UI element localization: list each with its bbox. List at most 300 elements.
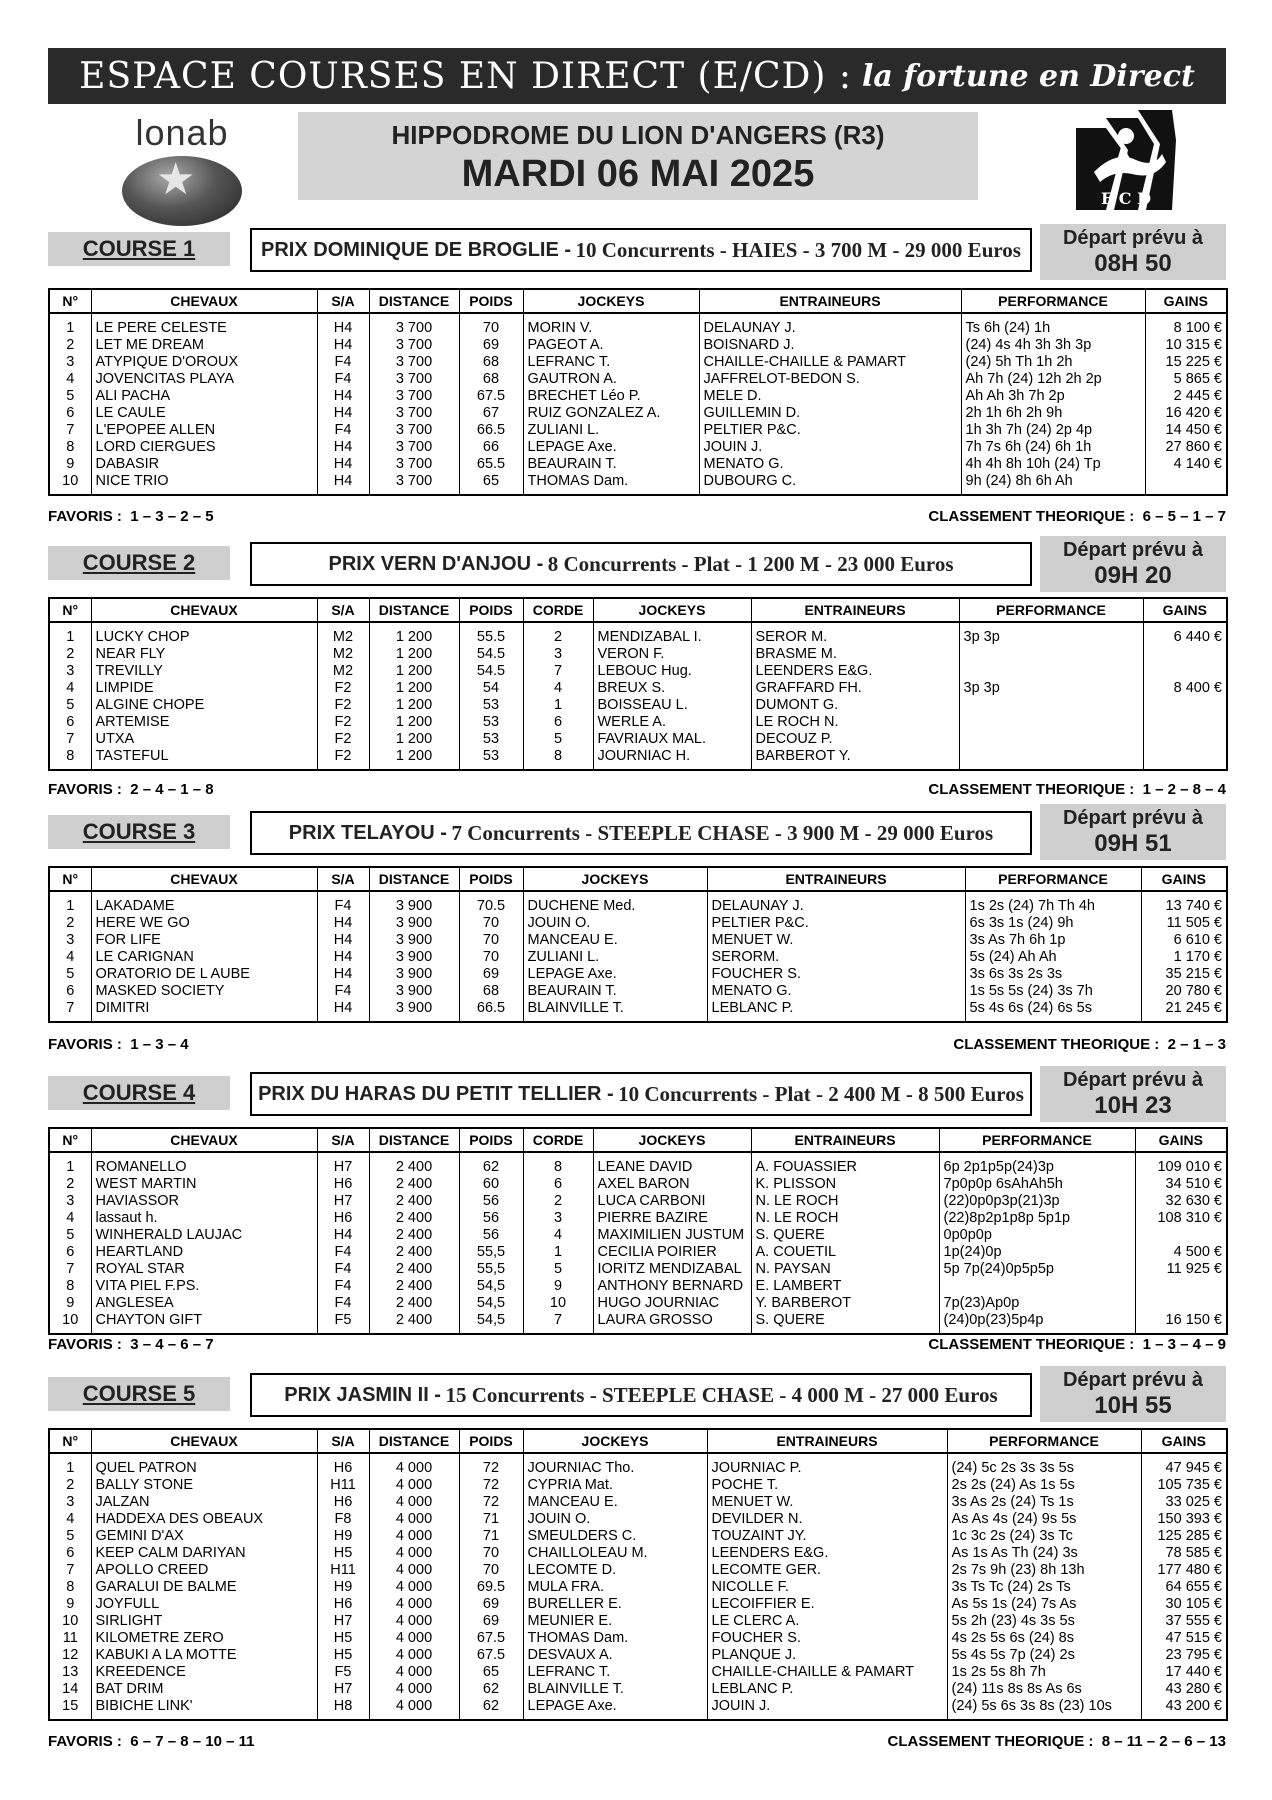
table-row [49,1312,1227,1334]
distance: 1 200 [369,714,459,731]
earnings [1143,663,1227,680]
table-row [49,966,1227,983]
col-header: ENTRAINEURS [751,598,959,622]
col-header: N° [49,867,91,891]
header-banner [48,48,1226,104]
sex-age: M2 [317,646,369,663]
table-row [49,1477,1227,1494]
draw: 4 [523,680,593,697]
runner-number: 8 [49,1579,91,1596]
horse-name: KILOMETRE ZERO [91,1630,317,1647]
table-header-row [49,1429,1227,1453]
course-2-prix [250,542,1032,586]
jockey: MORIN V. [523,313,699,337]
jockey: VERON F. [593,646,751,663]
runner-number: 7 [49,731,91,748]
jockey: THOMAS Dam. [523,1630,707,1647]
runner-number: 6 [49,1244,91,1261]
distance: 1 200 [369,663,459,680]
col-header: GAINS [1141,867,1227,891]
performance [959,697,1143,714]
weight: 56 [459,1210,523,1227]
trainer: FOUCHER S. [707,966,965,983]
jockey: LUCA CARBONI [593,1193,751,1210]
runner-number: 4 [49,680,91,697]
distance: 3 700 [369,337,459,354]
draw: 1 [523,697,593,714]
distance: 2 400 [369,1295,459,1312]
jockey: BEAURAIN T. [523,456,699,473]
table-row [49,1528,1227,1545]
weight: 56 [459,1193,523,1210]
col-header: POIDS [459,289,523,313]
runner-number: 3 [49,663,91,680]
jockey: PAGEOT A. [523,337,699,354]
sex-age: H4 [317,456,369,473]
jockey: JOURNIAC H. [593,748,751,770]
prix-details: 10 Concurrents - HAIES - 3 700 M - 29 000 Euros [575,237,1021,262]
horse-name: GEMINI D'AX [91,1528,317,1545]
table-row [49,663,1227,680]
runner-number: 3 [49,932,91,949]
classement-value: 6 – 5 – 1 – 7 [1142,508,1226,525]
runner-number: 5 [49,1227,91,1244]
table-row [49,1152,1227,1176]
trainer: N. PAYSAN [751,1261,939,1278]
favoris-label: FAVORIS : [48,1733,122,1750]
earnings: 8 100 € [1145,313,1227,337]
trainer: DELAUNAY J. [707,891,965,915]
trainer: DUBOURG C. [699,473,961,495]
weight: 55.5 [459,622,523,646]
prix-details: 8 Concurrents - Plat - 1 200 M - 23 000 Euros [547,551,954,576]
earnings: 4 140 € [1145,456,1227,473]
earnings: 11 505 € [1141,915,1227,932]
jockey: GAUTRON A. [523,371,699,388]
distance: 3 700 [369,473,459,495]
jockey: LEANE DAVID [593,1152,751,1176]
runner-number: 15 [49,1698,91,1720]
horse-name: MASKED SOCIETY [91,983,317,1000]
trainer: PLANQUE J. [707,1647,947,1664]
table-row [49,1613,1227,1630]
distance: 3 700 [369,354,459,371]
col-header: ENTRAINEURS [751,1128,939,1152]
col-header: DISTANCE [369,598,459,622]
runner-number: 10 [49,473,91,495]
table-row [49,1698,1227,1720]
performance: 1p(24)0p [939,1244,1135,1261]
earnings [1143,646,1227,663]
horse-name: ANGLESEA [91,1295,317,1312]
table-row [49,388,1227,405]
distance: 3 900 [369,1000,459,1022]
course-4-favoris [48,1336,214,1353]
jockey: CECILIA POIRIER [593,1244,751,1261]
banner-title: ESPACE COURSES EN DIRECT (E/CD) : [79,55,853,97]
earnings: 17 440 € [1141,1664,1227,1681]
weight: 66.5 [459,422,523,439]
sex-age: F2 [317,748,369,770]
horse-name: KEEP CALM DARIYAN [91,1545,317,1562]
performance: Ts 6h (24) 1h [961,313,1145,337]
col-header: PERFORMANCE [959,598,1143,622]
performance: 4s 2s 5s 6s (24) 8s [947,1630,1141,1647]
distance: 2 400 [369,1261,459,1278]
runner-number: 7 [49,1562,91,1579]
weight: 67.5 [459,1630,523,1647]
course-1-depart [1040,224,1226,280]
trainer: JOUIN J. [707,1698,947,1720]
depart-label: Départ prévu à [1062,1069,1204,1091]
trainer: CHAILLE-CHAILLE & PAMART [699,354,961,371]
jockey: PIERRE BAZIRE [593,1210,751,1227]
sex-age: M2 [317,663,369,680]
horse-name: LET ME DREAM [91,337,317,354]
distance: 4 000 [369,1698,459,1720]
table-row [49,748,1227,770]
sex-age: H8 [317,1698,369,1720]
distance: 1 200 [369,680,459,697]
course-1-classement [928,508,1226,525]
sex-age: H4 [317,388,369,405]
trainer: DELAUNAY J. [699,313,961,337]
runner-number: 3 [49,354,91,371]
performance: 3s Ts Tc (24) 2s Ts [947,1579,1141,1596]
trainer: FOUCHER S. [707,1630,947,1647]
earnings: 105 735 € [1141,1477,1227,1494]
earnings: 8 400 € [1143,680,1227,697]
horse-name: lassaut h. [91,1210,317,1227]
course-1-prix [250,228,1032,272]
performance [959,748,1143,770]
course-2-table [48,597,1228,771]
weight: 54,5 [459,1312,523,1334]
performance: (22)8p2p1p8p 5p1p [939,1210,1135,1227]
sex-age: H7 [317,1193,369,1210]
col-header: CHEVAUX [91,867,317,891]
course-5-prix [250,1373,1032,1417]
classement-label: CLASSEMENT THEORIQUE : [928,781,1135,798]
col-header: DISTANCE [369,289,459,313]
table-row [49,1545,1227,1562]
distance: 2 400 [369,1193,459,1210]
col-header: POIDS [459,867,523,891]
runner-number: 14 [49,1681,91,1698]
runner-number: 7 [49,1261,91,1278]
earnings: 2 445 € [1145,388,1227,405]
classement-value: 8 – 11 – 2 – 6 – 13 [1101,1733,1226,1750]
favoris-label: FAVORIS : [48,1336,122,1353]
course-3-label: COURSE 3 [48,815,230,849]
earnings: 78 585 € [1141,1545,1227,1562]
distance: 3 900 [369,983,459,1000]
table-row [49,1562,1227,1579]
weight: 69.5 [459,1579,523,1596]
course-4-depart [1040,1066,1226,1122]
sex-age: F4 [317,1244,369,1261]
runner-number: 2 [49,1477,91,1494]
trainer: LEENDERS E&G. [751,663,959,680]
weight: 72 [459,1453,523,1477]
table-row [49,405,1227,422]
table-row [49,1227,1227,1244]
earnings: 177 480 € [1141,1562,1227,1579]
sex-age: H4 [317,1227,369,1244]
horse-name: GARALUI DE BALME [91,1579,317,1596]
earnings: 6 610 € [1141,932,1227,949]
trainer: LE CLERC A. [707,1613,947,1630]
trainer: JOURNIAC P. [707,1453,947,1477]
jockey: MANCEAU E. [523,932,707,949]
horse-name: HEARTLAND [91,1244,317,1261]
col-header: CHEVAUX [91,1128,317,1152]
sex-age: H5 [317,1630,369,1647]
draw: 3 [523,1210,593,1227]
trainer: N. LE ROCH [751,1193,939,1210]
favoris-value: 1 – 3 – 2 – 5 [130,508,214,525]
performance: As As 4s (24) 9s 5s [947,1511,1141,1528]
table-row [49,1000,1227,1022]
classement-value: 2 – 1 – 3 [1167,1036,1226,1053]
runner-number: 9 [49,456,91,473]
performance: (22)0p0p3p(21)3p [939,1193,1135,1210]
distance: 4 000 [369,1630,459,1647]
horse-name: ALGINE CHOPE [91,697,317,714]
depart-time: 08H 50 [1094,250,1172,277]
runner-number: 5 [49,966,91,983]
prix-name: PRIX DOMINIQUE DE BROGLIE - [261,238,572,261]
weight: 54,5 [459,1278,523,1295]
course-2-classement [928,781,1226,798]
table-row [49,313,1227,337]
performance: Ah 7h (24) 12h 2h 2p [961,371,1145,388]
sex-age: H11 [317,1562,369,1579]
jockey: WERLE A. [593,714,751,731]
weight: 67 [459,405,523,422]
horse-name: CHAYTON GIFT [91,1312,317,1334]
trainer: K. PLISSON [751,1176,939,1193]
weight: 70 [459,313,523,337]
sex-age: F2 [317,697,369,714]
sex-age: F4 [317,983,369,1000]
sex-age: F4 [317,422,369,439]
draw: 7 [523,1312,593,1334]
col-header: JOCKEYS [593,598,751,622]
col-header: PERFORMANCE [947,1429,1141,1453]
earnings: 47 515 € [1141,1630,1227,1647]
trainer: MELE D. [699,388,961,405]
course-5-table [48,1428,1228,1721]
earnings: 109 010 € [1135,1152,1227,1176]
distance: 4 000 [369,1681,459,1698]
jockey: BOISSEAU L. [593,697,751,714]
trainer: NICOLLE F. [707,1579,947,1596]
trainer: GUILLEMIN D. [699,405,961,422]
performance: As 5s 1s (24) 7s As [947,1596,1141,1613]
runner-number: 3 [49,1193,91,1210]
weight: 66 [459,439,523,456]
table-row [49,622,1227,646]
performance: 0p0p0p [939,1227,1135,1244]
runner-number: 10 [49,1312,91,1334]
distance: 3 700 [369,422,459,439]
distance: 3 700 [369,388,459,405]
performance: (24) 4s 4h 3h 3h 3p [961,337,1145,354]
col-header: ENTRAINEURS [707,1429,947,1453]
horse-name: LUCKY CHOP [91,622,317,646]
jockey: RUIZ GONZALEZ A. [523,405,699,422]
classement-label: CLASSEMENT THEORIQUE : [928,1336,1135,1353]
horse-name: DABASIR [91,456,317,473]
jockey: LEBOUC Hug. [593,663,751,680]
col-header: N° [49,289,91,313]
horse-name: HAVIASSOR [91,1193,317,1210]
runner-number: 8 [49,748,91,770]
earnings [1143,748,1227,770]
trainer: BARBEROT Y. [751,748,959,770]
performance: (24) 5s 6s 3s 8s (23) 10s [947,1698,1141,1720]
draw: 2 [523,1193,593,1210]
runner-number: 2 [49,646,91,663]
distance: 2 400 [369,1227,459,1244]
trainer: POCHE T. [707,1477,947,1494]
jockey: CHAILLOLEAU M. [523,1545,707,1562]
weight: 53 [459,697,523,714]
sex-age: H5 [317,1545,369,1562]
performance: Ah Ah 3h 7h 2p [961,388,1145,405]
table-row [49,422,1227,439]
weight: 60 [459,1176,523,1193]
logo-text: lonab [135,112,229,153]
weight: 54.5 [459,663,523,680]
col-header: JOCKEYS [523,1429,707,1453]
sex-age: H6 [317,1176,369,1193]
weight: 62 [459,1698,523,1720]
sex-age: H4 [317,405,369,422]
weight: 54 [459,680,523,697]
prix-details: 7 Concurrents - STEEPLE CHASE - 3 900 M - 29 000 Euros [451,820,994,845]
distance: 4 000 [369,1511,459,1528]
earnings [1135,1295,1227,1312]
performance: (24)0p(23)5p4p [939,1312,1135,1334]
horse-name: LE PERE CELESTE [91,313,317,337]
sex-age: H7 [317,1681,369,1698]
col-header: JOCKEYS [523,289,699,313]
table-row [49,1278,1227,1295]
depart-label: Départ prévu à [1062,1369,1204,1391]
col-header: JOCKEYS [593,1128,751,1152]
horse-name: LAKADAME [91,891,317,915]
distance: 3 700 [369,405,459,422]
table-row [49,1295,1227,1312]
runner-number: 4 [49,1511,91,1528]
depart-label: Départ prévu à [1062,807,1204,829]
depart-time: 10H 55 [1094,1392,1172,1419]
trainer: DECOUZ P. [751,731,959,748]
performance: 2s 7s 9h (23) 8h 13h [947,1562,1141,1579]
trainer: LE ROCH N. [751,714,959,731]
jockey: THOMAS Dam. [523,473,699,495]
jockey: JOUIN O. [523,915,707,932]
sex-age: F4 [317,1295,369,1312]
table-row [49,932,1227,949]
col-header: PERFORMANCE [961,289,1145,313]
performance: 3s As 7h 6h 1p [965,932,1141,949]
earnings [1135,1227,1227,1244]
hippodrome-name: HIPPODROME DU LION D'ANGERS (R3) [391,120,885,150]
jockey: MEUNIER E. [523,1613,707,1630]
runner-number: 8 [49,1278,91,1295]
depart-time: 09H 51 [1094,830,1172,857]
sex-age: H9 [317,1528,369,1545]
sex-age: H7 [317,1613,369,1630]
distance: 3 900 [369,932,459,949]
table-row [49,1647,1227,1664]
distance: 2 400 [369,1152,459,1176]
performance: 9h (24) 8h 6h Ah [961,473,1145,495]
distance: 4 000 [369,1494,459,1511]
earnings: 27 860 € [1145,439,1227,456]
col-header: POIDS [459,1128,523,1152]
jockey: MANCEAU E. [523,1494,707,1511]
horse-name: ALI PACHA [91,388,317,405]
performance: 7p0p0p 6sAhAh5h [939,1176,1135,1193]
col-header: CHEVAUX [91,1429,317,1453]
earnings [1143,697,1227,714]
col-header: GAINS [1145,289,1227,313]
jockey: ANTHONY BERNARD [593,1278,751,1295]
trainer: MENATO G. [699,456,961,473]
runner-number: 13 [49,1664,91,1681]
earnings: 108 310 € [1135,1210,1227,1227]
runner-number: 1 [49,313,91,337]
trainer: DUMONT G. [751,697,959,714]
weight: 68 [459,371,523,388]
draw: 3 [523,646,593,663]
sex-age: H4 [317,966,369,983]
table-row [49,697,1227,714]
performance: 3s As 2s (24) Ts 1s [947,1494,1141,1511]
trainer: BOISNARD J. [699,337,961,354]
weight: 69 [459,1596,523,1613]
weight: 68 [459,354,523,371]
draw: 4 [523,1227,593,1244]
table-row [49,1579,1227,1596]
col-header: CHEVAUX [91,289,317,313]
distance: 3 700 [369,456,459,473]
distance: 4 000 [369,1613,459,1630]
performance: 1c 3c 2s (24) 3s Tc [947,1528,1141,1545]
col-header: N° [49,1128,91,1152]
horse-name: APOLLO CREED [91,1562,317,1579]
horse-name: BIBICHE LINK' [91,1698,317,1720]
sex-age: F5 [317,1664,369,1681]
earnings: 23 795 € [1141,1647,1227,1664]
weight: 53 [459,714,523,731]
sex-age: H11 [317,1477,369,1494]
sex-age: H7 [317,1152,369,1176]
horse-name: LORD CIERGUES [91,439,317,456]
table-row [49,1261,1227,1278]
runner-number: 2 [49,915,91,932]
trainer: CHAILLE-CHAILLE & PAMART [707,1664,947,1681]
runner-number: 6 [49,1545,91,1562]
course-5-depart [1040,1366,1226,1422]
horse-name: DIMITRI [91,1000,317,1022]
runner-number: 6 [49,714,91,731]
performance: (24) 11s 8s 8s As 6s [947,1681,1141,1698]
